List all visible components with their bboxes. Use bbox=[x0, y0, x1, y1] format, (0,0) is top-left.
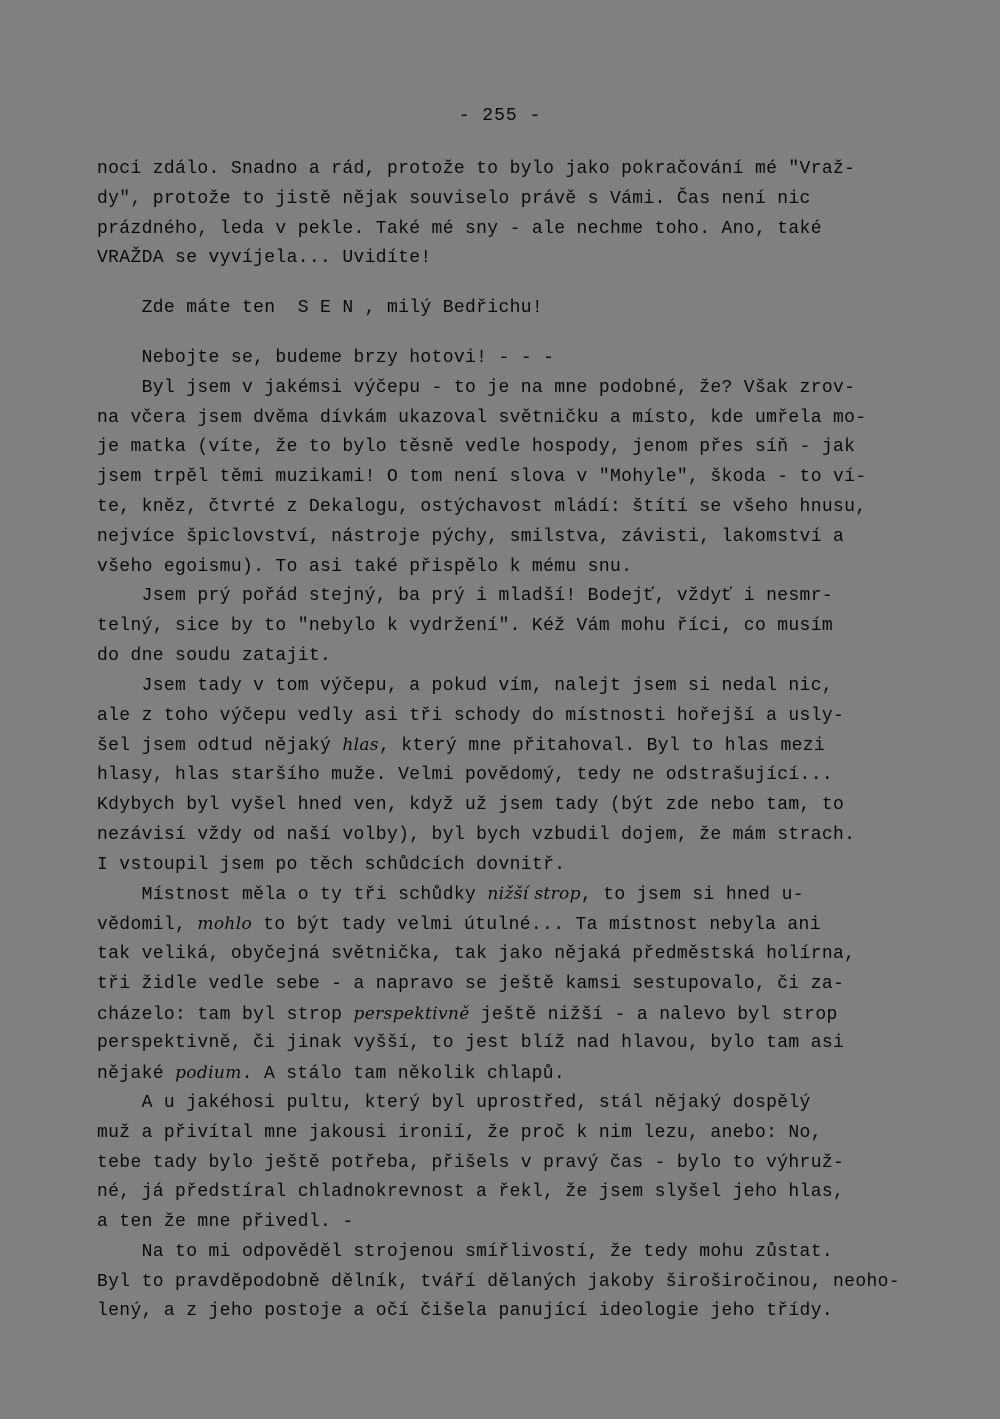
text-line bbox=[97, 244, 927, 274]
text-line bbox=[97, 642, 927, 672]
text-run: do dne soudu zatajit. bbox=[97, 645, 332, 666]
text-run: . A stálo tam několik chlapů. bbox=[241, 1064, 566, 1085]
text-run: tebe tady bylo ještě potřeba, přišels v pravý čas - bylo to výhruž- bbox=[97, 1152, 845, 1173]
text-run: VRAŽDA se vyvíjela... Uvidíte! bbox=[97, 248, 432, 269]
italic-text-run: podium bbox=[175, 1063, 242, 1084]
text-line bbox=[97, 523, 927, 553]
text-line bbox=[97, 1238, 927, 1268]
text-run: noci zdálo. Snadno a rád, protože to bylo jako pokračování mé "Vraž- bbox=[97, 159, 856, 179]
text-line bbox=[97, 672, 927, 702]
text-run: jsem trpěl těmi muzikami! O tom není slova v "Mohyle", škoda - to ví- bbox=[97, 467, 867, 488]
text-run: ještě nižší - a nalevo byl strop bbox=[469, 1004, 838, 1025]
text-run: telný, sice by to "nebylo k vydržení". Kéž Vám mohu říci, co musím bbox=[97, 616, 834, 637]
paragraph-gap bbox=[97, 274, 927, 294]
text-line bbox=[97, 185, 927, 215]
text-line bbox=[97, 1149, 927, 1179]
text-run: nezávisí vždy od naší volby), byl bych vzbudil dojem, že mám strach. bbox=[97, 824, 856, 845]
italic-text-run: mohlo bbox=[197, 914, 253, 935]
text-run: dy", protože to jistě nějak souviselo právě s Vámi. Čas není nic bbox=[97, 188, 811, 209]
italic-text-run: hlas bbox=[342, 735, 379, 756]
text-run: Byl jsem v jakémsi výčepu - to je na mne podobné, že? Však zrov- bbox=[97, 377, 856, 398]
text-run: Jsem prý pořád stejný, ba prý i mladší! Bodejť, vždyť i nesmr- bbox=[97, 586, 834, 607]
text-line bbox=[97, 1089, 927, 1119]
text-run: A u jakéhosi pultu, který byl uprostřed, stál nějaký dospělý bbox=[97, 1092, 811, 1113]
text-run: prázdného, leda v pekle. Také mé sny - ale nechme toho. Ano, také bbox=[97, 218, 822, 239]
text-line bbox=[97, 1178, 927, 1208]
text-line bbox=[97, 1119, 927, 1149]
text-run: Byl to pravděpodobně dělník, tváří dělaných jakoby široširočinou, neoho- bbox=[97, 1271, 900, 1292]
text-line bbox=[97, 344, 927, 374]
text-line bbox=[97, 940, 927, 970]
italic-text-run: nižší strop bbox=[487, 884, 581, 905]
text-run: né, já předstíral chladnokrevnost a řekl, že jsem slyšel jeho hlas, bbox=[97, 1182, 845, 1203]
text-run: a ten že mne přivedl. - bbox=[97, 1212, 354, 1233]
text-line bbox=[97, 433, 927, 463]
text-run: muž a přivítal mne jakousi ironií, že proč k nim lezu, anebo: No, bbox=[97, 1122, 822, 1143]
text-run: šel jsem odtud nějaký bbox=[97, 736, 343, 757]
text-line bbox=[97, 791, 927, 821]
text-line bbox=[97, 1268, 927, 1298]
text-line bbox=[97, 851, 927, 881]
text-line bbox=[97, 463, 927, 493]
text-run: , to jsem si hned u- bbox=[580, 885, 804, 906]
text-run: te, kněz, čtvrté z Dekalogu, ostýchavost mládí: štítí se všeho hnusu, bbox=[97, 496, 867, 517]
text-run: ale z toho výčepu vedly asi tři schody do místnosti hořejší a usly- bbox=[97, 705, 845, 726]
text-line bbox=[97, 1029, 927, 1059]
text-run: všeho egoismu). To asi také přispělo k mému snu. bbox=[97, 556, 633, 577]
text-line bbox=[97, 970, 927, 1000]
text-run: Kdybych byl vyšel hned ven, když už jsem tady (být zde nebo tam, to bbox=[97, 794, 845, 815]
text-line bbox=[97, 702, 927, 732]
text-run: nějaké bbox=[97, 1064, 176, 1085]
text-line bbox=[97, 404, 927, 434]
text-line bbox=[97, 1297, 927, 1327]
text-line bbox=[97, 1208, 927, 1238]
text-run: nejvíce špiclovství, nástroje pýchy, smilstva, závisti, lakomství a bbox=[97, 526, 845, 547]
text-line bbox=[97, 155, 927, 185]
text-run: Místnost měla o ty tři schůdky bbox=[97, 885, 488, 906]
text-run: cházelo: tam byl strop bbox=[97, 1004, 354, 1025]
text-run: hlasy, hlas staršího muže. Velmi povědomý, tedy ne odstrašující... bbox=[97, 765, 834, 786]
text-line bbox=[97, 1000, 927, 1030]
text-line bbox=[97, 880, 927, 910]
text-run: tři židle vedle sebe - a napravo se ještě kamsi sestupovalo, či za- bbox=[97, 973, 845, 994]
text-run: tak veliká, obyčejná světnička, tak jako nějaká předměstská holírna, bbox=[97, 943, 856, 964]
text-run: je matka (víte, že to bylo těsně vedle hospody, jenom přes síň - jak bbox=[97, 437, 856, 458]
text-run: , který mne přitahoval. Byl to hlas mezi bbox=[379, 736, 826, 757]
text-run: perspektivně, či jinak vyšší, to jest blíž nad hlavou, bylo tam asi bbox=[97, 1033, 845, 1054]
text-line bbox=[97, 553, 927, 583]
text-run: Zde máte ten S E N , milý Bedřichu! bbox=[97, 298, 544, 319]
page-number: - 255 - bbox=[458, 106, 542, 126]
text-line bbox=[97, 612, 927, 642]
text-line bbox=[97, 493, 927, 523]
text-run: to být tady velmi útulné... Ta místnost nebyla ani bbox=[252, 915, 821, 936]
text-line bbox=[97, 294, 927, 324]
text-run: na včera jsem dvěma dívkám ukazoval světničku a místo, kde umřela mo- bbox=[97, 407, 867, 428]
body-text bbox=[97, 155, 927, 1327]
paragraph-gap bbox=[97, 324, 927, 344]
text-line bbox=[97, 761, 927, 791]
text-run: Jsem tady v tom výčepu, a pokud vím, nalejt jsem si nedal nic, bbox=[97, 675, 834, 696]
text-line bbox=[97, 374, 927, 404]
text-line bbox=[97, 215, 927, 245]
text-line bbox=[97, 731, 927, 761]
text-run: I vstoupil jsem po těch schůdcích dovnitř. bbox=[97, 854, 566, 875]
italic-text-run: perspektivně bbox=[353, 1003, 470, 1024]
text-run: vědomil, bbox=[97, 915, 198, 936]
text-line bbox=[97, 910, 927, 940]
text-line bbox=[97, 582, 927, 612]
text-run: Na to mi odpověděl strojenou smířlivostí, že tedy mohu zůstat. bbox=[97, 1241, 834, 1262]
text-line bbox=[97, 821, 927, 851]
text-run: Nebojte se, budeme brzy hotovi! - - - bbox=[97, 347, 555, 368]
text-run: lený, a z jeho postoje a očí čišela panující ideologie jeho třídy. bbox=[97, 1301, 834, 1322]
text-line bbox=[97, 1059, 927, 1089]
